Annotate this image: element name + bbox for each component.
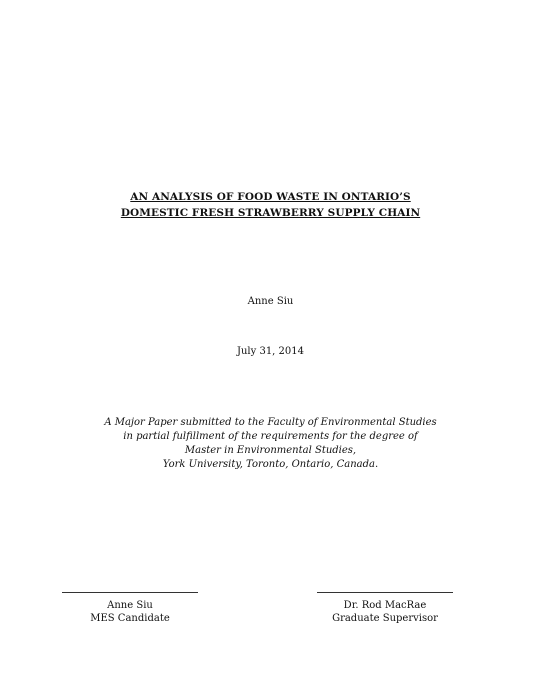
title-line-1: AN ANALYSIS OF FOOD WASTE IN ONTARIO’S [130,191,411,203]
signature-name: Anne Siu [107,600,153,611]
submission-line-2: in partial fulfillment of the requirements for the degree of [123,431,418,442]
submission-statement [0,416,541,472]
signature-name: Dr. Rod MacRae [343,600,427,611]
signature-line [317,592,453,593]
signature-role: Graduate Supervisor [332,613,438,624]
signature-block-candidate [62,592,198,625]
title-line-2: DOMESTIC FRESH STRAWBERRY SUPPLY CHAIN [120,207,421,219]
signature-role: MES Candidate [90,613,170,624]
author-name: Anne Siu [247,296,294,307]
submission-line-4: York University, Toronto, Ontario, Canada. [162,459,379,470]
signature-line [62,592,198,593]
signature-block-supervisor [317,592,453,625]
submission-line-1: A Major Paper submitted to the Faculty of Environmental Studies [104,417,437,428]
submission-line-3: Master in Environmental Studies, [184,445,357,456]
submission-date: July 31, 2014 [236,346,304,357]
paper-title [0,189,541,221]
